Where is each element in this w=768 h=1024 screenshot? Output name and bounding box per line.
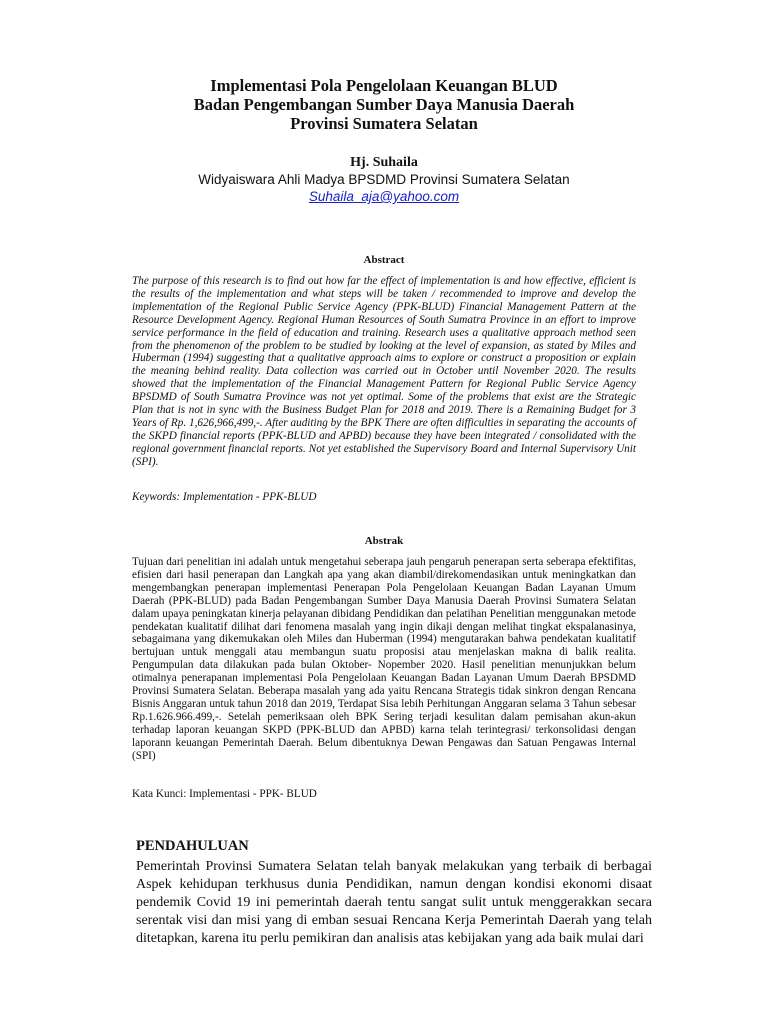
abstract-body: The purpose of this research is to find out how far the effect of implementation is and how effective, efficient is the results of the implementation and what steps will be taken / recommended to improve and develop the implementation of the Regional Public Service Agency (PPK-BLUD) Financial Management Pattern at the Resource Development Agency. Regional Human Resources of South Sumatra Province in an effort to improve service performance in the field of education and training. Research uses a qualitative approach method seen from the phenomenon of the problem to be studied by looking at the level of expansion, as stated by Miles and Huberman (1994) suggesting that a qualitative approach aims to explore or construct a proposition or explain the meaning behind reality. Data collection was carried out in October until November 2020. The results showed that the implementation of the Financial Management Pattern for Regional Public Service Agency BPSDMD of South Sumatra Province was not yet optimal. Some of the problems that exist are the Strategic Plan that is not in sync with the Business Budget Plan for 2018 and 2019. There is a Remaining Budget for 3 Years of Rp. 1,626,966,499,-. After auditing by the BPK There are often difficulties in separating the accounts of the SKPD financial reports (PPK-BLUD and APBD) because they have been integrated / consolidated with the regional government financial reports. Not yet established the Supervisory Board and Internal Supervisory Unit (SPI). (132, 275, 636, 468)
author-affiliation: Widyaiswara Ahli Madya BPSDMD Provinsi Sumatera Selatan (198, 172, 570, 187)
abstrak-body: Tujuan dari penelitian ini adalah untuk mengetahui seberapa jauh pengaruh penerapan serta seberapa efektifitas, efisien dari hasil penerapan dan Langkah apa yang akan diambil/direkomendasikan untuk meningkatkan dan mengembangkan penerapan implementasi Penerapan Pola Pengelolaan Keuangan Badan Layanan Umum Daerah (PPK-BLUD) pada Badan Pengembangan Sumber Daya Manusia Daerah Provinsi Sumatera Selatan dalam upaya peningkatan kinerja pelayanan dibidang Pendidikan dan pelatihan Penelitian menggunakan metode pendekatan kualitatif dilihat dari fenomena masalah yang ingin dikaji dengan melihat tingkat ekspalanasinya, sebagaimana yang dikemukakan oleh Miles dan Huberman (1994) mengutarakan bahwa pendekatan kualitatif bertujuan untuk menggali atau membangun suatu proposisi atau menjelaskan makna di balik realita. Pengumpulan data dilakukan pada bulan Oktober- Nopember 2020. Hasil penelitian menunjukkan belum otimalnya penerapanan implementasi Pola Pengelolaan Keuangan Badan Layanan Umum Daerah BPSDMD Provinsi Sumatera Selatan. Beberapa masalah yang ada yaitu Rencana Strategis tidak sinkron dengan Rencana Bisnis Anggaran untuk tahun 2018 dan 2019, Terdapat Sisa lebih Perhitungan Anggaran selama 3 Tahun sebesar Rp.1.626.966.499,-. Setelah pemeriksaan oleh BPK Sering terjadi kesulitan dalam pemisahan akun-akun terhadap laporan keuangan SKPD (PPK-BLUD dan APBD) karna telah terintegrasi/ terkonsolidasi dengan laporann keuangan Pemerintah Daerah. Belum dibentuknya Dewan Pengawas dan Satuan Pengawas Internal (SPI) (132, 556, 636, 762)
author-name: Hj. Suhaila (350, 155, 418, 170)
abstract-heading: Abstract (363, 254, 405, 266)
paper-title (0, 76, 768, 133)
title-line-1: Implementasi Pola Pengelolaan Keuangan BLUD (210, 76, 558, 95)
title-line-3: Provinsi Sumatera Selatan (290, 114, 478, 133)
abstrak-heading: Abstrak (364, 535, 404, 547)
intro-paragraph: Pemerintah Provinsi Sumatera Selatan telah banyak melakukan yang terbaik di berbagai Aspek kehidupan terkhusus dunia Pendidikan, namun dengan kondisi ekonomi disaat pendemik Covid 19 ini pemerintah daerah tentu sangat sulit untuk menggerakkan secara serentak visi dan misi yang di emban sesuai Rencana Kerja Pemerintah Daerah yang telah ditetapkan, karena itu perlu pemikiran dan analisis atas kebijakan yang ada baik mulai dari (136, 859, 652, 946)
keywords-en: Keywords: Implementation - PPK-BLUD (132, 491, 317, 503)
keywords-id: Kata Kunci: Implementasi - PPK- BLUD (132, 788, 317, 800)
author-email-link[interactable]: Suhaila_aja@yahoo.com (308, 189, 460, 204)
section-heading-pendahuluan: PENDAHULUAN (136, 838, 249, 854)
title-line-2: Badan Pengembangan Sumber Daya Manusia Daerah (193, 95, 575, 114)
author-block (0, 154, 768, 206)
